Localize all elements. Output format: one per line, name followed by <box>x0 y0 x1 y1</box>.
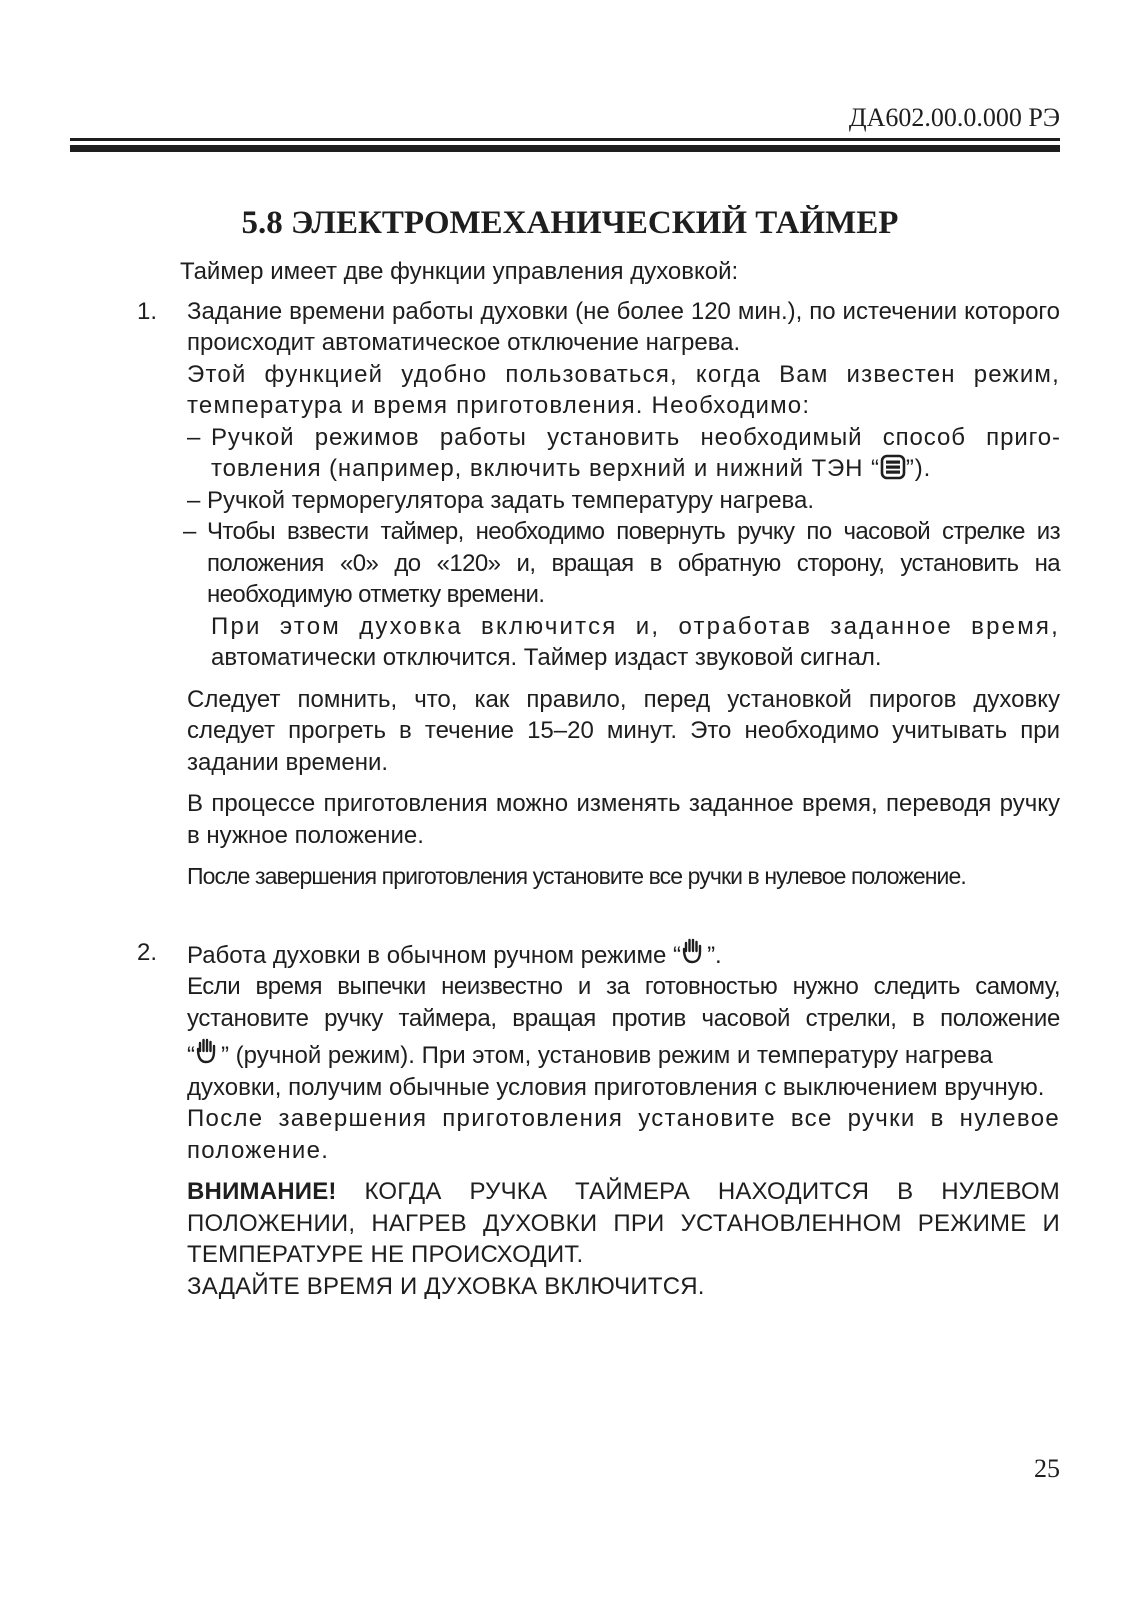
item1-paragraph-1: Задание времени работы духовки (не более 120 мин.), по истечении которого происходит автоматическое отключение нагрева. <box>187 297 1060 356</box>
item2-p1-after: ”. <box>707 941 722 969</box>
hand-icon <box>681 937 707 963</box>
dash3-text: Чтобы взвести таймер, необходимо повернуть ручку по часовой стрелке из положения «0» до «120» и, вращая в обратную сторону, установить на необходимую отметку времени. <box>207 518 1060 608</box>
warning-block <box>187 1176 1060 1271</box>
warning-text: КОГДА РУЧКА ТАЙМЕРА НАХОДИТСЯ В НУЛЕВОМ ПОЛОЖЕНИИ, НАГРЕВ ДУХОВКИ ПРИ УСТАНОВЛЕННОМ РЕЖИМЕ И ТЕМПЕРАТУРЕ НЕ ПРОИСХОДИТ. <box>187 1178 1060 1268</box>
item1-p3-line-1: При этом духовка включится и, отработав заданное время, <box>211 612 1060 640</box>
item2-paragraph-2 <box>187 971 1060 1103</box>
item1-paragraph-2: Этой функцией удобно пользоваться, когда Вам известен режим, температура и время приготовления. Необходимо: <box>187 360 1060 419</box>
item1-p3-line-2: автоматически отключится. Таймер издаст звуковой сигнал. <box>211 644 882 671</box>
hand-icon <box>195 1037 221 1063</box>
dash-mark: – <box>187 423 202 451</box>
item1-dash-3 <box>183 516 1060 611</box>
item1-dash-2 <box>187 485 1060 517</box>
item1-paragraph-6: После завершения приготовления установите все ручки в нулевое положение. <box>187 863 966 889</box>
list-item-2 <box>137 937 1060 1303</box>
item1-paragraph-4: Следует помнить, что, как правило, перед установкой пирогов духовку следует прогреть в течение 15–20 минут. Это необходимо учитывать при задании времени. <box>187 685 1060 776</box>
list-item-1 <box>137 296 1060 893</box>
item2-p1-before: Работа духовки в обычном ручном режиме “ <box>187 941 682 969</box>
item2-p2-open-quote: “ <box>187 1042 195 1069</box>
dash1-text-after: ”). <box>905 455 932 482</box>
warning-line-2: ЗАДАЙТЕ ВРЕМЯ И ДУХОВКА ВКЛЮЧИТСЯ. <box>187 1272 705 1300</box>
dash1-text-before: Ручкой режимов работы установить необходимый способ приготовления (например, включить верхний и нижний ТЭН “ <box>211 423 1060 482</box>
item2-paragraph-1 <box>187 937 1060 972</box>
intro-text: Таймер имеет две функции управления духовкой: <box>180 258 739 285</box>
list-item-number: 1. <box>137 297 158 325</box>
dash-mark: – <box>187 486 201 514</box>
dash2-text: Ручкой терморегулятора задать температуру нагрева. <box>207 486 815 514</box>
doc-code: ДА602.00.0.000 РЭ <box>848 103 1060 132</box>
section-title: 5.8 ЭЛЕКТРОМЕХАНИЧЕСКИЙ ТАЙМЕР <box>241 205 899 241</box>
header-rule-thick <box>70 145 1060 152</box>
item1-paragraph-5: В процессе приготовления можно изменять заданное время, переводя ручку в нужное положение. <box>187 790 1060 849</box>
item2-p2-line-2: установите ручку таймера, вращая против часовой стрелки, в положение <box>187 1004 1060 1032</box>
dash-mark: – <box>183 518 196 545</box>
item1-paragraph-3 <box>187 611 1060 674</box>
page-number: 25 <box>1034 1454 1060 1483</box>
warning-label: ВНИМАНИЕ! <box>187 1178 337 1205</box>
item2-p2-line-1: Если время выпечки неизвестно и за готовностью нужно следить самому, <box>187 973 1060 1000</box>
content <box>0 256 1132 1302</box>
top-bottom-heater-icon <box>880 454 906 480</box>
list-item-number: 2. <box>137 938 158 966</box>
item1-dash-1 <box>187 422 1060 485</box>
item2-paragraph-3: После завершения приготовления установите все ручки в нулевое положение. <box>187 1105 1060 1164</box>
header-rule-thin <box>70 138 1060 141</box>
item2-p2-rest-text: ” (ручной режим). При этом, установив режим и температуру нагрева духовки, получим обычные условия приготовления с выключением вручную. <box>187 1042 1045 1101</box>
item2-p2-rest <box>187 1037 1060 1103</box>
